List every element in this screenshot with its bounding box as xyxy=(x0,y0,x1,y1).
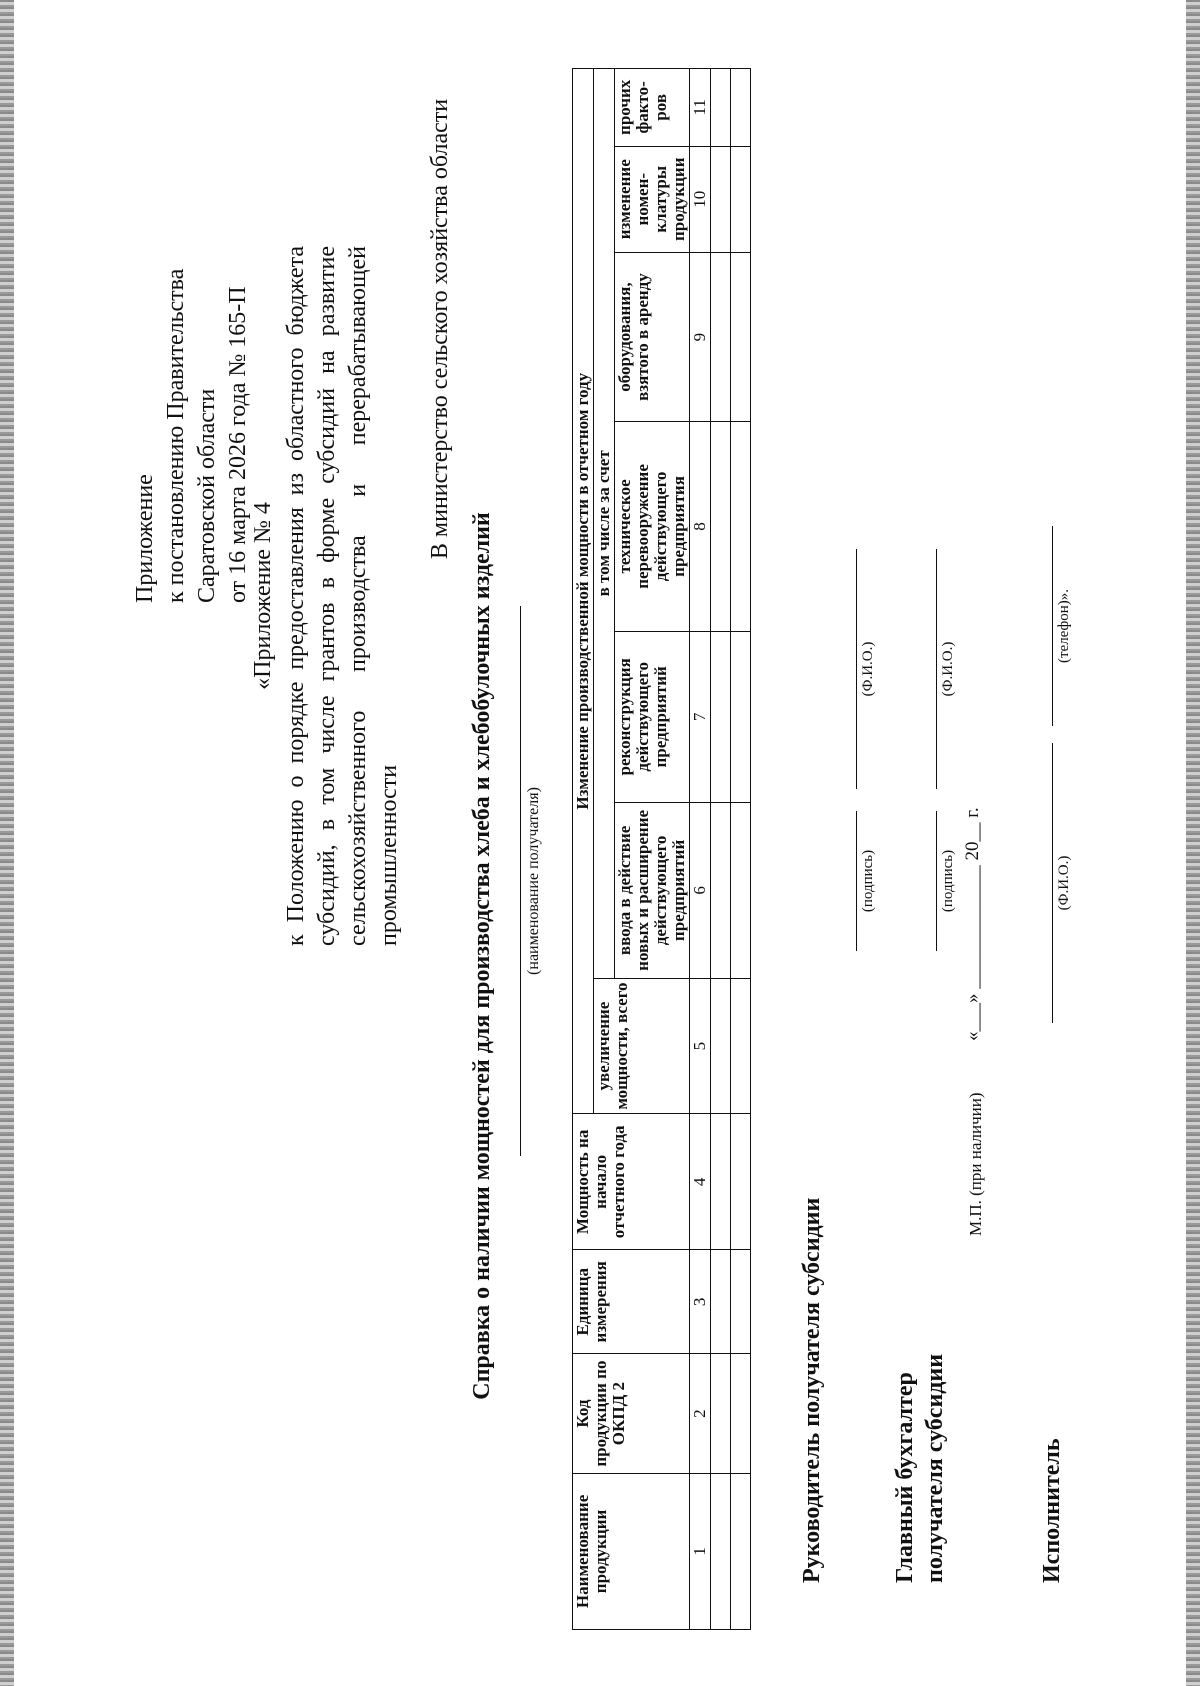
table-cell[interactable] xyxy=(731,1250,751,1354)
th-okpd-code: Код продукции по ОКПД 2 xyxy=(573,1354,690,1473)
document-title: Справка о наличии мощностей для производства хлеба и хлебобулочных изделий xyxy=(469,512,495,1400)
addressee: В министерство сельского хозяйства области xyxy=(427,98,453,560)
table-cell[interactable] xyxy=(731,1354,751,1473)
column-number: 2 xyxy=(690,1354,711,1473)
appendix-title: «Приложение № 4 xyxy=(250,502,276,690)
th-other-factors: прочих факто-ров xyxy=(615,69,690,147)
th-nomenclature-change: изменение номен-клатуры продукции xyxy=(615,146,690,252)
signature-caption: (подпись) xyxy=(860,849,876,913)
name-caption: (Ф.И.О.) xyxy=(1056,855,1072,911)
header-line: к постановлению Правительства xyxy=(163,268,189,603)
table-cell[interactable] xyxy=(731,803,751,979)
stamp-label: М.П. (при наличии) xyxy=(966,1092,985,1236)
table-header-row xyxy=(573,69,594,1630)
table-row[interactable] xyxy=(731,69,751,1630)
table-row[interactable] xyxy=(711,69,731,1630)
table-cell[interactable] xyxy=(711,1250,731,1354)
header-line: Саратовской области xyxy=(194,388,220,603)
th-including: в том числе за счет xyxy=(594,69,615,979)
accountant-label-1: Главный бухгалтер xyxy=(892,1372,918,1583)
capacity-table xyxy=(572,68,751,1630)
recipient-name-line[interactable] xyxy=(520,606,521,1156)
table-cell[interactable] xyxy=(731,69,751,147)
executor-name-line[interactable] xyxy=(1052,743,1053,1023)
column-number: 9 xyxy=(690,252,711,421)
table-cell[interactable] xyxy=(711,631,731,803)
table-cell[interactable] xyxy=(711,69,731,147)
table-cell[interactable] xyxy=(711,422,731,631)
column-number: 10 xyxy=(690,146,711,252)
column-number: 1 xyxy=(690,1473,711,1629)
appendix-block xyxy=(248,246,405,946)
column-number: 3 xyxy=(690,1250,711,1354)
executor-label: Исполнитель xyxy=(1039,1438,1065,1583)
th-increase-total: увеличение мощности, всего xyxy=(594,978,690,1114)
table-cell[interactable] xyxy=(711,1354,731,1473)
table-cell[interactable] xyxy=(731,631,751,803)
executor-phone-line[interactable] xyxy=(1052,526,1053,726)
appendix-text: к Положению о порядке предоставления из областного бюджета субсидий, в том числе грантов в форме субсидий на развитие сельскохозяйственного производства и перерабатывающей промышленности xyxy=(283,246,402,946)
head-label: Руководитель получателя субсидии xyxy=(799,1197,825,1583)
table-cell[interactable] xyxy=(731,1114,751,1250)
date-field[interactable]: «___» _____________ 20__ г. xyxy=(962,807,983,1041)
name-caption: (Ф.И.О.) xyxy=(940,641,956,697)
resolution-header xyxy=(130,83,254,603)
table-cell[interactable] xyxy=(711,1473,731,1629)
recipient-caption: (наименование получателя) xyxy=(525,787,542,975)
phone-caption: (телефон)». xyxy=(1056,588,1072,664)
name-caption: (Ф.И.О.) xyxy=(860,641,876,697)
column-number: 8 xyxy=(690,422,711,631)
header-line: от 16 марта 2026 года № 165-П xyxy=(225,286,251,603)
th-capacity-start: Мощность на начало отчетного года xyxy=(573,1114,690,1250)
table-cell[interactable] xyxy=(731,1473,751,1629)
th-new-commission: ввода в действие новых и расширение действующего предприятий xyxy=(615,803,690,979)
table-number-row xyxy=(690,69,711,1630)
head-name-line[interactable] xyxy=(856,549,857,789)
header-line: Приложение xyxy=(132,474,158,603)
table-cell[interactable] xyxy=(731,978,751,1114)
accountant-name-line[interactable] xyxy=(936,549,937,789)
table-cell[interactable] xyxy=(711,146,731,252)
table-cell[interactable] xyxy=(731,146,751,252)
column-number: 7 xyxy=(690,631,711,803)
column-number: 4 xyxy=(690,1114,711,1250)
table-cell[interactable] xyxy=(731,252,751,421)
accountant-signature-line[interactable] xyxy=(936,811,937,951)
column-number: 5 xyxy=(690,978,711,1114)
table-cell[interactable] xyxy=(731,422,751,631)
th-product-name: Наименование продукции xyxy=(573,1473,690,1629)
column-number: 11 xyxy=(690,69,711,147)
table-cell[interactable] xyxy=(711,803,731,979)
accountant-label-2: получателя субсидии xyxy=(922,1353,948,1583)
table-cell[interactable] xyxy=(711,978,731,1114)
th-leased-equipment: оборудования, взятого в аренду xyxy=(615,252,690,421)
th-reequipment: техническое перевооружение действующего предприятия xyxy=(615,422,690,631)
th-capacity-change: Изменение производственной мощности в отчетном году xyxy=(573,69,594,1114)
signature-caption: (подпись) xyxy=(940,849,956,913)
head-signature-line[interactable] xyxy=(856,811,857,951)
th-reconstruction: реконструкция действующего предприятий xyxy=(615,631,690,803)
column-number: 6 xyxy=(690,803,711,979)
table-cell[interactable] xyxy=(711,252,731,421)
table-cell[interactable] xyxy=(711,1114,731,1250)
th-unit: Единица измерения xyxy=(573,1250,690,1354)
